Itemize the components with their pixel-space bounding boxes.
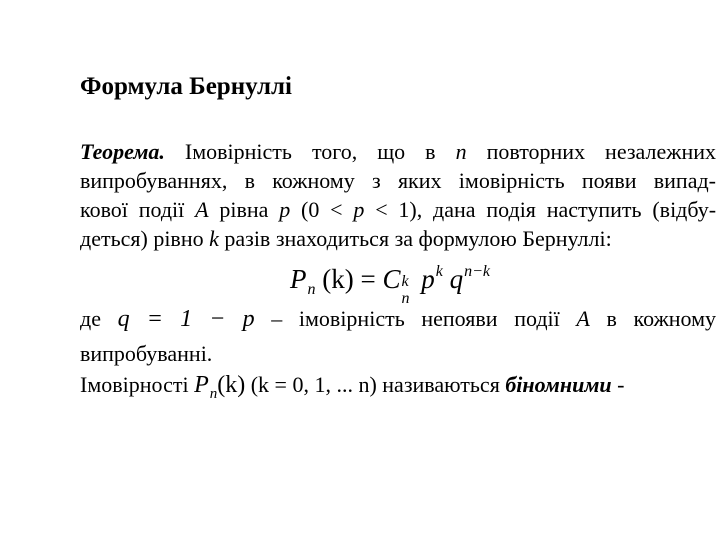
- formula-p-sup: k: [435, 263, 443, 280]
- formula-arg: (k): [322, 264, 354, 294]
- theorem-text: кової події: [80, 197, 185, 222]
- formula-q: q: [449, 264, 464, 294]
- variable-A: A: [576, 306, 590, 331]
- where-line-1: [80, 305, 716, 333]
- last-P: P: [194, 372, 209, 398]
- formula-p: p: [421, 264, 435, 294]
- formula-C-sub: n: [401, 290, 410, 307]
- theorem-text: деться) рівно: [80, 226, 204, 251]
- variable-A: A: [195, 197, 209, 222]
- theorem-label: Теорема.: [80, 139, 165, 164]
- last-text: Імовірності: [80, 372, 189, 397]
- last-arg: (k): [217, 372, 246, 398]
- where-de: де: [80, 306, 101, 331]
- last-bold-term: біномними: [505, 372, 612, 397]
- theorem-text: (0 <: [301, 197, 343, 222]
- last-text: (k = 0, 1, ... n) називаються: [250, 372, 500, 397]
- variable-p: p: [353, 197, 365, 222]
- last-expression: [194, 372, 246, 402]
- where-text: в кожному: [606, 306, 717, 331]
- theorem-text: рівна: [219, 197, 269, 222]
- formula-C: C: [382, 264, 401, 294]
- formula-sub-n: n: [307, 281, 316, 298]
- last-tail: -: [617, 372, 625, 397]
- page-title: Формула Бернуллі: [80, 73, 292, 100]
- theorem-line-2: випробуваннях, в кожному з яких імовірність появи випад-: [80, 168, 716, 193]
- theorem-text: повторних незалежних: [486, 139, 717, 164]
- last-sub-n: n: [209, 386, 218, 402]
- formula-C-sup: k: [401, 273, 409, 290]
- theorem-text: < 1), дана подія наступить (відбу-: [375, 197, 717, 222]
- variable-p: p: [279, 197, 291, 222]
- formula-C-indices: [400, 273, 414, 307]
- formula-equals: =: [360, 264, 376, 294]
- bernoulli-formula: [290, 254, 490, 308]
- variable-n: n: [455, 139, 467, 164]
- formula-q-sup: n−k: [464, 263, 490, 280]
- theorem-line-4: [80, 225, 612, 253]
- formula-P: P: [290, 264, 307, 294]
- last-line: [80, 371, 624, 408]
- theorem-text: Імовірність того, що в: [184, 139, 436, 164]
- variable-k: k: [209, 226, 219, 251]
- where-expression: q = 1 − p: [117, 306, 255, 332]
- where-line-2: випробуванні.: [80, 341, 213, 366]
- theorem-line-1: [80, 138, 716, 166]
- theorem-text: разів знаходиться за формулою Бернуллі:: [224, 226, 612, 251]
- where-text: – імовірність непояви події: [271, 306, 560, 331]
- theorem-line-3: [80, 196, 716, 224]
